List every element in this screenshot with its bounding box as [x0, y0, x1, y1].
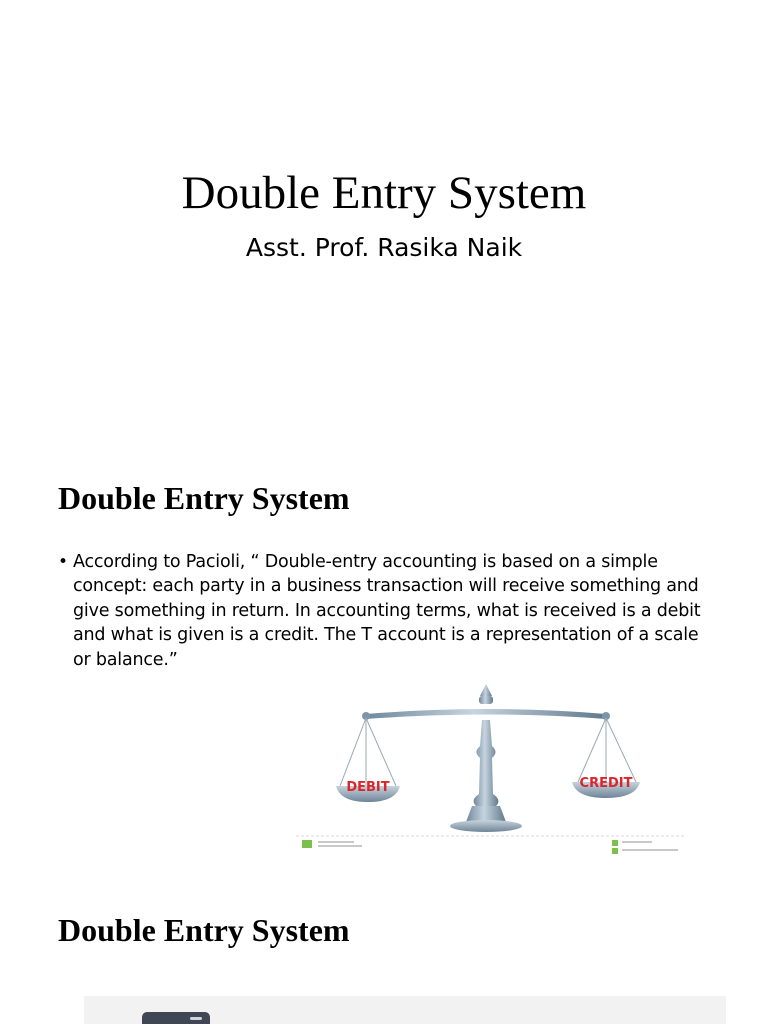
- title-slide: [0, 0, 768, 432]
- balance-scale-icon: [296, 676, 684, 856]
- content-panel: [84, 996, 726, 1024]
- bullet-text: According to Pacioli, “ Double-entry accounting is based on a simple concept: each party in a business transaction will receive something and give something in return. In accounting terms, what is received is a debit and what is given is a credit. The T account is a representation of a scale or balance.”: [73, 552, 701, 670]
- server-icon: [142, 1012, 210, 1024]
- bullet-item: [58, 550, 718, 672]
- balance-scale-image: [296, 676, 684, 856]
- presentation-title: Double Entry System: [181, 167, 587, 219]
- slide-heading: Double Entry System: [58, 480, 350, 516]
- content-slide: [0, 432, 768, 864]
- watermark-logo-icon: [302, 840, 312, 848]
- presenter-name: Asst. Prof. Rasika Naik: [245, 233, 523, 262]
- content-slide-partial: [0, 864, 768, 1024]
- debit-label: DEBIT: [346, 780, 390, 795]
- credit-label: CREDIT: [579, 776, 633, 791]
- slide-heading: Double Entry System: [58, 912, 350, 948]
- bullet-icon: •: [58, 552, 69, 572]
